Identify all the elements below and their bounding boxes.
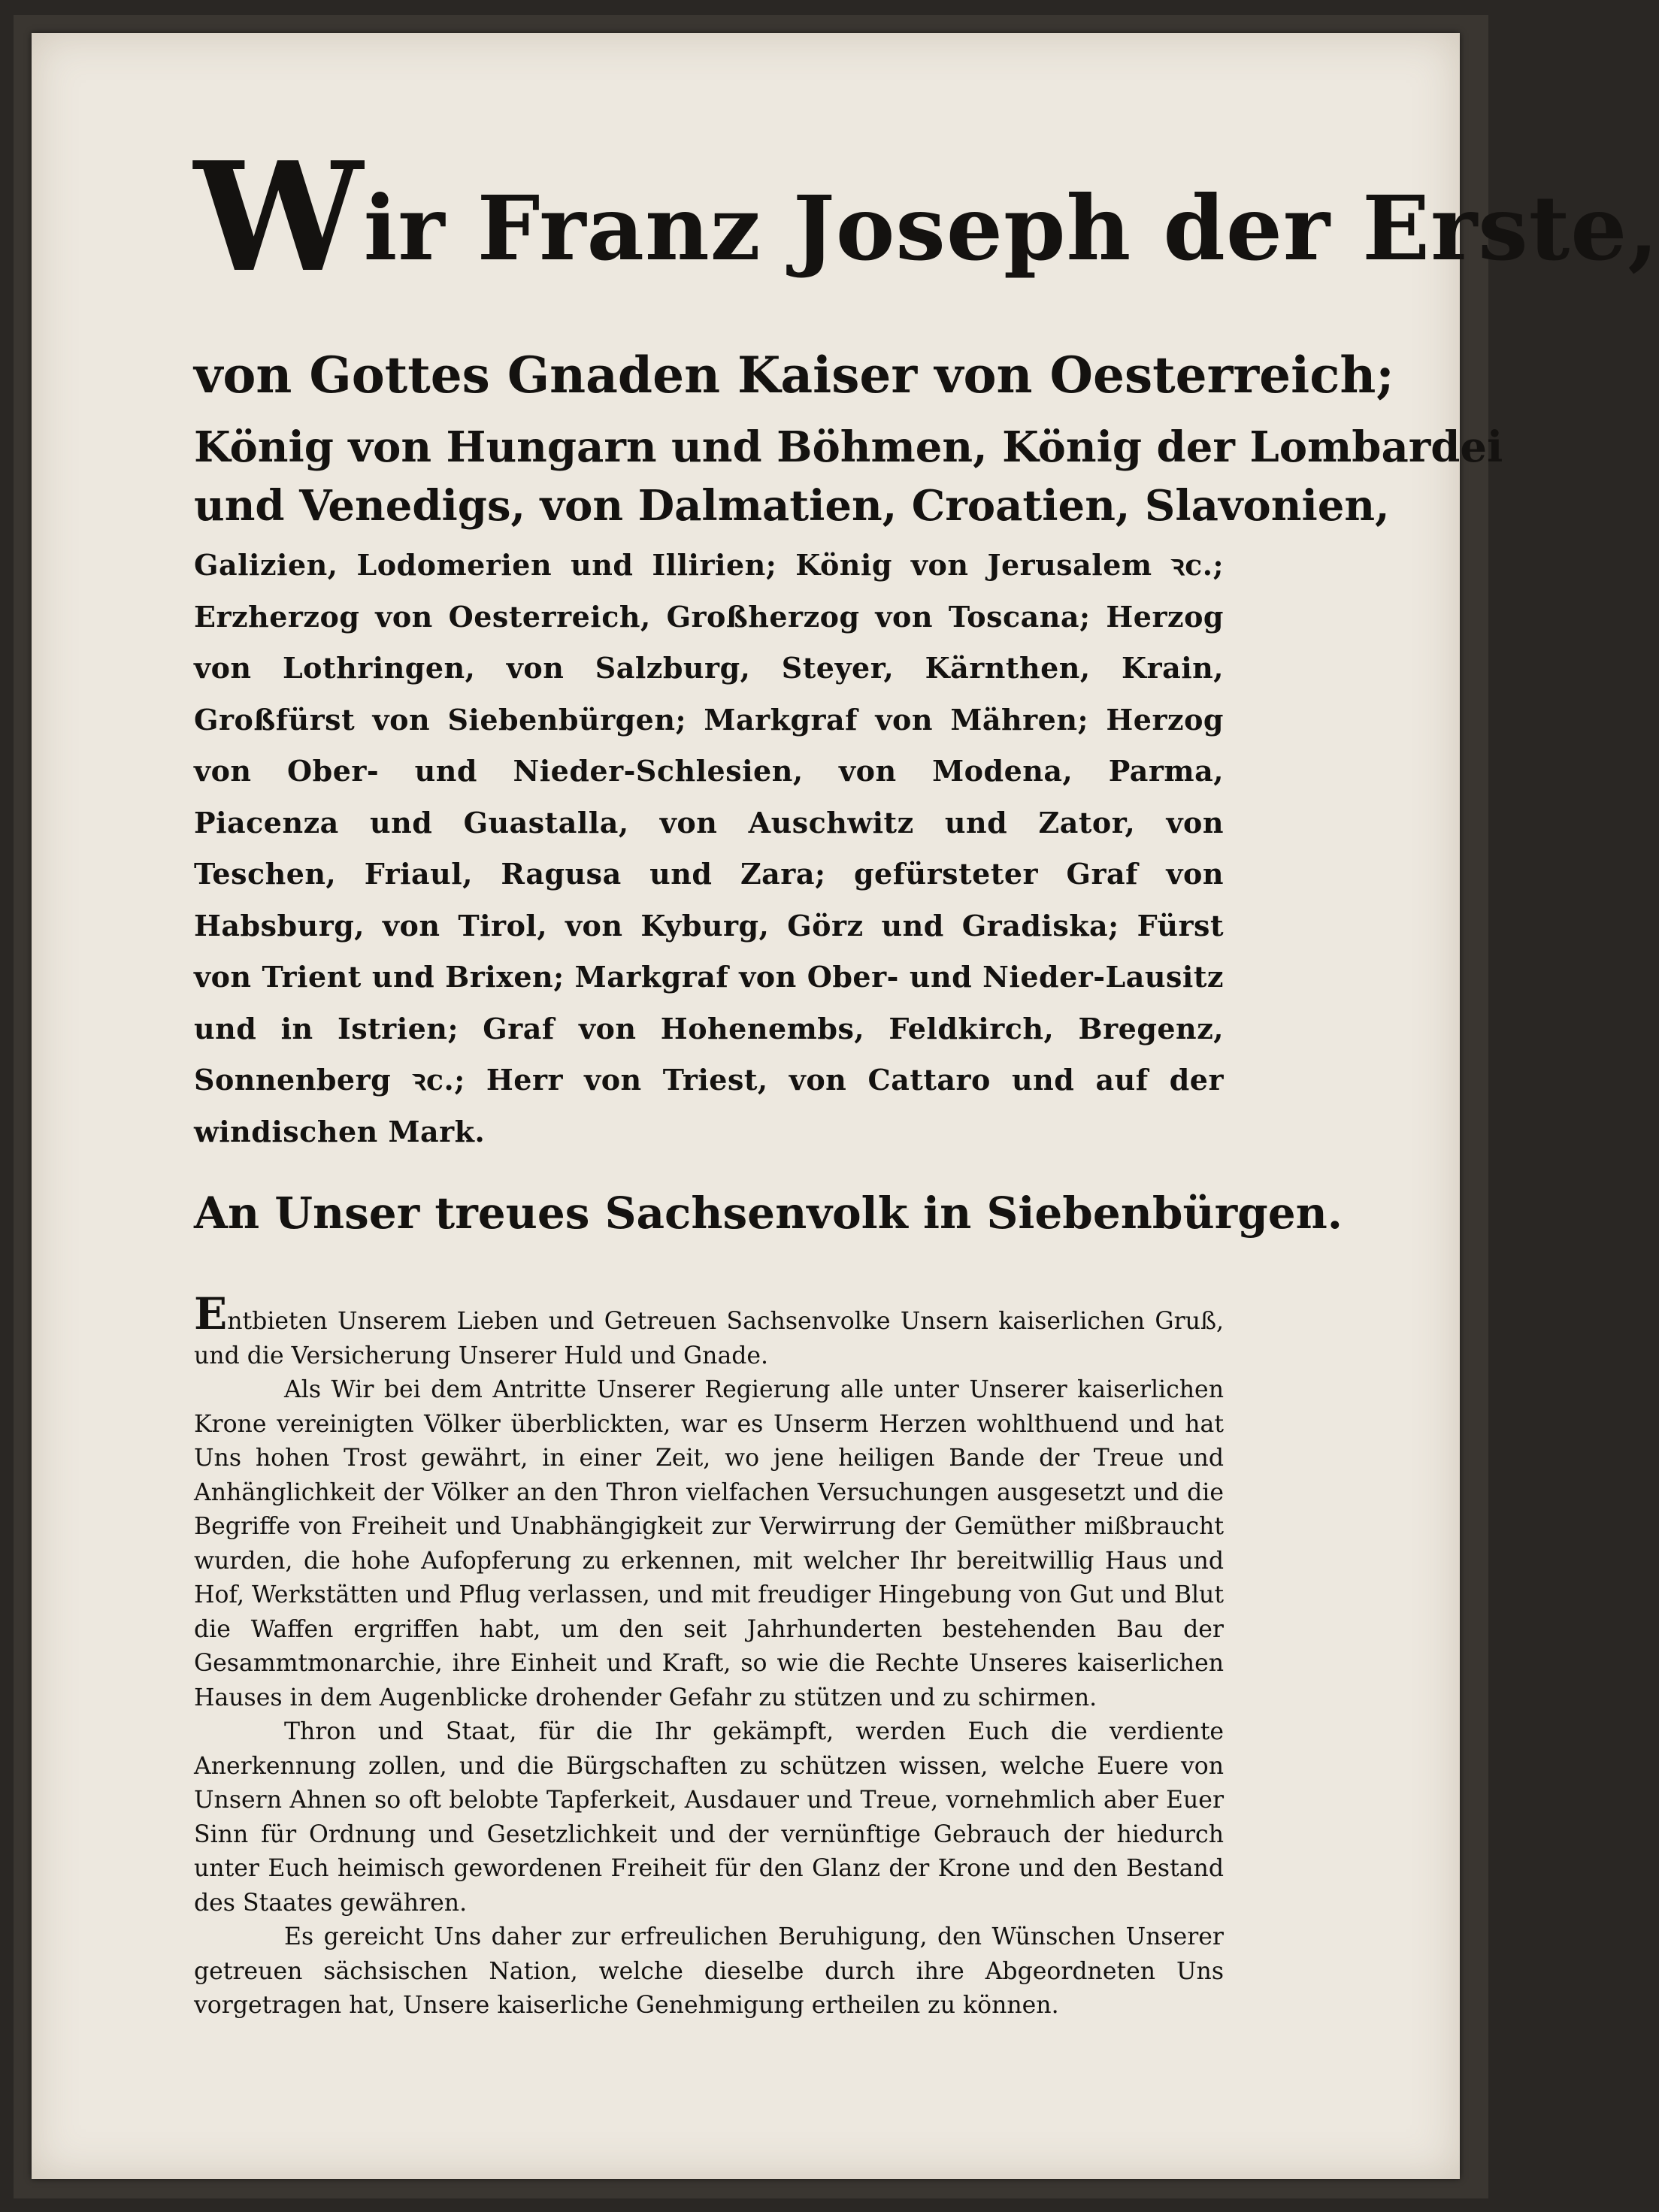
paragraph-greeting	[194, 1288, 1224, 1373]
subtitle-line-3: und Venedigs, von Dalmatien, Croatien, Slavonien,	[194, 481, 1390, 531]
subtitle-line-1: von Gottes Gnaden Kaiser von Oesterreich;	[194, 346, 1394, 404]
imperial-titles: Galizien, Lodomerien und Illirien; König von Jerusalem ꝛc.; Erzherzog von Oesterreich, Großherzog von Toscana; Herzog von Lothringen, von Salzburg, Steyer, Kärnthen, Krain, Großfürst von Siebenbürgen; Markgraf von Mähren; Herzog von Ober- und Nieder-Schlesien, von Modena, Parma, Piacenza und Guastalla, von Auschwitz und Zator, von Teschen, Friaul, Ragusa und Zara; gefürsteter Graf von Habsburg, von Tirol, von Kyburg, Görz und Gradiska; Fürst von Trient und Brixen; Markgraf von Ober- und Nieder-Lausitz und in Istrien; Graf von Hohenembs, Feldkirch, Bregenz, Sonnenberg ꝛc.; Herr von Triest, von Cattaro und auf der windischen Mark.	[194, 548, 1224, 1148]
title-rest: ir Franz Joseph der Erste,	[363, 176, 1659, 280]
paragraph-initial: E	[194, 1288, 228, 1339]
title-initial: W	[194, 129, 364, 306]
subtitle-line-2: König von Hungarn und Böhmen, König der Lombardei	[194, 422, 1503, 472]
paragraph-greeting-text: ntbieten Unserem Lieben und Getreuen Sachsenvolke Unsern kaiserlichen Gruß, und die Versicherung Unserer Huld und Gnade.	[194, 1308, 1224, 1369]
proclamation-body	[194, 1288, 1224, 2023]
paragraph-4: Es gereicht Uns daher zur erfreulichen Beruhigung, den Wünschen Unserer getreuen sächsischen Nation, welche dieselbe durch ihre Abgeordneten Uns vorgetragen hat, Unsere kaiserliche Genehmigung ertheilen zu können.	[194, 1923, 1224, 2019]
paragraph-2: Als Wir bei dem Antritte Unserer Regierung alle unter Unserer kaiserlichen Krone vereinigten Völker überblickten, war es Unserm Herzen wohlthuend und hat Uns hohen Trost gewährt, in einer Zeit, wo jene heiligen Bande der Treue und Anhänglichkeit der Völker an den Thron vielfachen Versuchungen ausgesetzt und die Begriffe von Freiheit und Unabhängigkeit zur Verwirrung der Gemüther mißbraucht wurden, die hohe Aufopferung zu erkennen, mit welcher Ihr bereitwillig Haus und Hof, Werkstätten und Pflug verlassen, und mit freudiger Hingebung von Gut und Blut die Waffen ergriffen habt, um den seit Jahrhunderten bestehenden Bau der Gesammtmonarchie, ihre Einheit und Kraft, so wie die Rechte Unseres kaiserlichen Hauses in dem Augenblicke drohender Gefahr zu stützen und zu schirmen.	[194, 1376, 1224, 1711]
proclamation-title	[194, 129, 1659, 306]
paragraph-3: Thron und Staat, für die Ihr gekämpft, werden Euch die verdiente Anerkennung zollen, und die Bürgschaften zu schützen wissen, welche Euere von Unsern Ahnen so oft belobte Tapferkeit, Ausdauer und Treue, vornehmlich aber Euer Sinn für Ordnung und Gesetzlichkeit und der vernünftige Gebrauch der hiedurch unter Euch heimisch gewordenen Freiheit für den Glanz der Krone und den Bestand des Staates gewähren.	[194, 1718, 1224, 1917]
address-heading: An Unser treues Sachsenvolk in Siebenbürgen.	[194, 1188, 1343, 1239]
